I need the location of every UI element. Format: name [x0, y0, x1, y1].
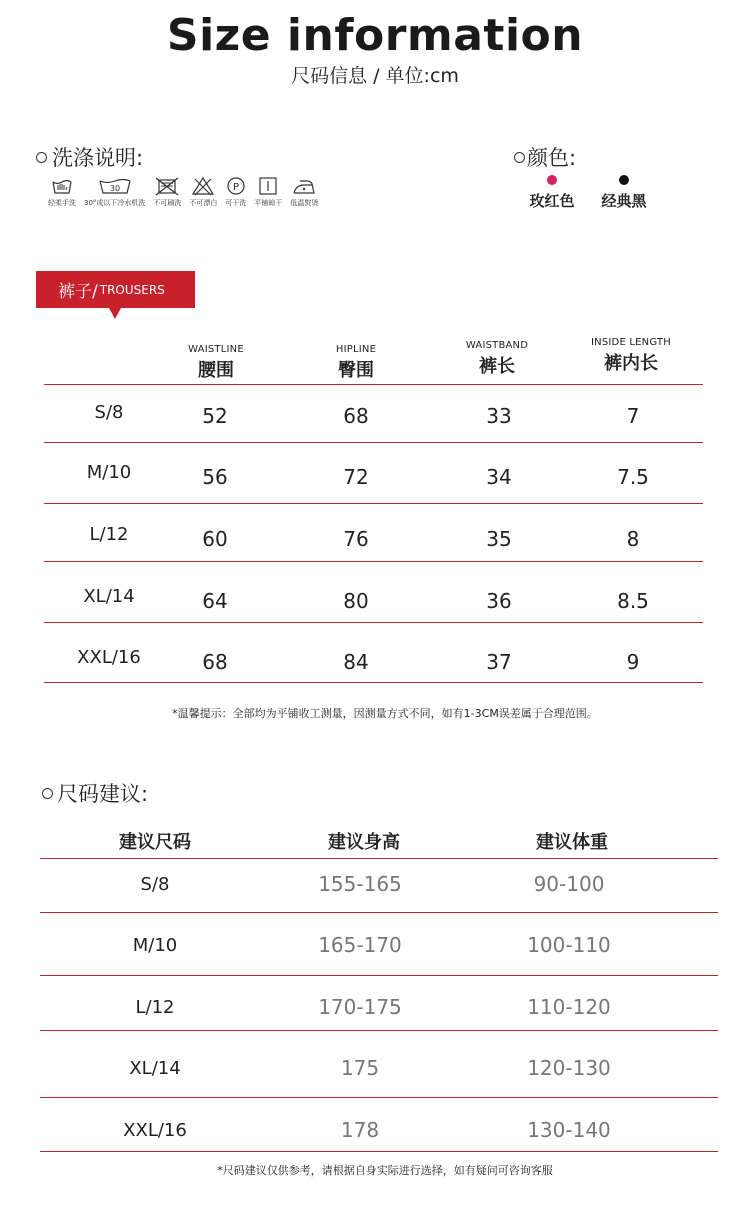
recommend-weight: 110-120: [527, 995, 611, 1019]
header-recommend-height: 建议身高: [328, 832, 400, 853]
measurement-note: *温馨提示：全部均为平铺收工测量，因测量方式不同，如有1-3CM误差属于合理范围。: [172, 707, 598, 720]
header-recommend-weight: 建议体重: [536, 832, 608, 853]
recommend-weight: 100-110: [527, 933, 611, 957]
cell-inside-length: 9: [626, 650, 640, 674]
wash-item: [84, 176, 145, 208]
recommend-height: 178: [340, 1118, 380, 1142]
tag-pointer: [109, 308, 121, 319]
circle-bullet-icon: [514, 152, 525, 163]
wash-item: [254, 176, 282, 208]
no-bleach-icon: [191, 176, 215, 196]
table-row: [0, 1118, 750, 1144]
wash-caption: 低温熨烫: [290, 199, 319, 207]
table-row: [0, 1056, 750, 1082]
header-en: INSIDE LENGTH: [591, 337, 671, 348]
wash-item: [153, 176, 181, 208]
cell-inside-length: 7: [626, 404, 640, 428]
hand-wash-icon: [51, 176, 73, 196]
table-divider: [44, 622, 703, 623]
wash-item: [290, 176, 318, 208]
cell-waistline: 68: [202, 650, 228, 674]
color-name: 经典黑: [601, 192, 647, 210]
cell-waistline: 60: [202, 527, 228, 551]
recommend-size: L/12: [135, 997, 175, 1018]
recommend-weight: 130-140: [527, 1118, 611, 1142]
tag-zh: 裤子/: [58, 282, 98, 302]
washing-icons: [48, 176, 326, 208]
header-en: WAISTBAND: [465, 340, 529, 351]
wash-item: [225, 176, 246, 208]
wash-caption: 可干洗: [225, 199, 247, 207]
page-title: Size information: [166, 10, 584, 61]
trousers-tag: [36, 271, 195, 308]
svg-text:P: P: [232, 182, 239, 193]
row-size: S/8: [94, 402, 124, 423]
table-divider: [44, 503, 703, 504]
table-divider: [40, 1097, 718, 1098]
table-row: [0, 647, 750, 673]
cell-hipline: 68: [343, 404, 369, 428]
machine-wash-30-icon: [98, 176, 132, 196]
table-divider: [40, 912, 718, 913]
header-zh: 臀围: [338, 360, 374, 381]
color-name: 玫红色: [529, 192, 575, 210]
table-divider: [44, 442, 703, 443]
tag-en: TROUSERS: [99, 282, 165, 297]
recommend-height: 165-170: [318, 933, 402, 957]
cell-inside-length: 8: [626, 527, 640, 551]
cell-waistband: 33: [486, 404, 512, 428]
table-row: [0, 586, 750, 612]
cell-hipline: 72: [343, 465, 369, 489]
cell-hipline: 76: [343, 527, 369, 551]
no-brush-icon: [153, 176, 181, 196]
header-waistline: [146, 344, 286, 382]
row-size: M/10: [86, 462, 132, 483]
table-row: [0, 524, 750, 550]
recommend-label: 尺码建议:: [57, 782, 149, 806]
colors-section-label: [514, 142, 576, 172]
recommend-weight: 90-100: [533, 872, 605, 896]
row-size: L/12: [89, 524, 129, 545]
cell-waistband: 34: [486, 465, 512, 489]
cell-waistband: 36: [486, 589, 512, 613]
cell-waistline: 52: [202, 404, 228, 428]
color-swatch: [547, 175, 557, 185]
header-hipline: [286, 344, 426, 382]
circle-bullet-icon: [36, 152, 47, 163]
recommend-height: 175: [340, 1056, 380, 1080]
recommend-size: S/8: [140, 874, 170, 895]
header-waistband: [427, 340, 567, 378]
table-row: [0, 995, 750, 1021]
wash-caption: 30°或以下冷水机洗: [84, 199, 146, 207]
table-divider: [40, 858, 718, 859]
recommend-height: 170-175: [318, 995, 402, 1019]
recommend-note: *尺码建议仅供参考，请根据自身实际进行选择，如有疑问可咨询客服: [217, 1164, 553, 1177]
row-size: XL/14: [83, 586, 135, 607]
wash-item: [48, 176, 76, 208]
color-option-black: [594, 175, 654, 211]
recommend-size: XL/14: [129, 1058, 181, 1079]
cell-waistband: 35: [486, 527, 512, 551]
header-en: WAISTLINE: [188, 344, 244, 355]
header-inside-length: [561, 337, 701, 375]
page-subtitle: 尺码信息 / 单位:cm: [291, 65, 459, 87]
cell-waistline: 64: [202, 589, 228, 613]
recommend-weight: 120-130: [527, 1056, 611, 1080]
table-divider: [44, 384, 703, 385]
cell-inside-length: 8.5: [617, 589, 649, 613]
wash-caption: 不可漂白: [189, 199, 218, 207]
wash-caption: 平铺晾干: [254, 199, 283, 207]
recommend-section-label: [42, 778, 148, 808]
washing-label: 洗涤说明:: [52, 146, 144, 170]
header-en: HIPLINE: [335, 344, 377, 355]
wash-item: [189, 176, 217, 208]
table-divider: [40, 975, 718, 976]
table-divider: [40, 1030, 718, 1031]
table-divider: [40, 1151, 718, 1152]
table-divider: [44, 561, 703, 562]
wash-caption: 轻柔手洗: [48, 199, 76, 207]
color-swatch: [619, 175, 629, 185]
recommend-size: M/10: [132, 935, 178, 956]
table-row: [0, 402, 750, 428]
table-row: [0, 462, 750, 488]
recommend-size: XXL/16: [123, 1120, 187, 1141]
cell-hipline: 80: [343, 589, 369, 613]
cell-inside-length: 7.5: [617, 465, 649, 489]
recommend-height: 155-165: [318, 872, 402, 896]
cell-hipline: 84: [343, 650, 369, 674]
cell-waistband: 37: [486, 650, 512, 674]
low-iron-icon: [292, 176, 316, 196]
washing-section-label: [36, 142, 143, 172]
cell-waistline: 56: [202, 465, 228, 489]
colors-label: 颜色:: [527, 146, 577, 170]
circle-bullet-icon: [42, 788, 53, 799]
color-option-rose: [522, 175, 582, 211]
header-zh: 裤内长: [604, 353, 658, 374]
table-divider: [44, 682, 703, 683]
header-recommend-size: 建议尺码: [119, 832, 191, 853]
dry-clean-icon: [226, 176, 246, 196]
row-size: XXL/16: [77, 647, 141, 668]
table-row: [0, 933, 750, 959]
header-zh: 裤长: [479, 356, 515, 377]
header-zh: 腰围: [198, 360, 234, 381]
wash-temp-text: 30: [109, 184, 120, 193]
wash-caption: 不可刷洗: [153, 199, 182, 207]
dry-flat-icon: [258, 176, 278, 196]
table-row: [0, 872, 750, 898]
